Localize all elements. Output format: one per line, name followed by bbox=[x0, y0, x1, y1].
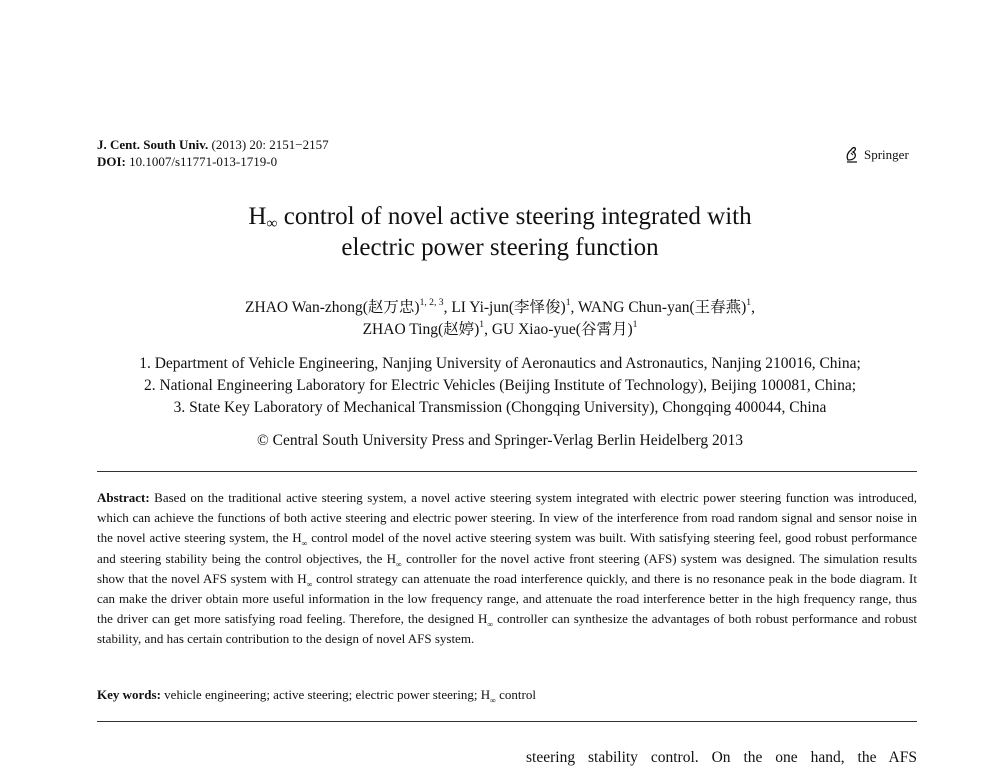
doi-value: 10.1007/s11771-013-1719-0 bbox=[125, 154, 278, 169]
journal-line bbox=[97, 136, 329, 153]
title-line-2: electric power steering function bbox=[341, 234, 659, 261]
doi-label: DOI: bbox=[97, 154, 126, 169]
paper-title bbox=[0, 201, 1000, 263]
springer-horse-icon bbox=[844, 146, 860, 164]
doi-line bbox=[97, 153, 329, 170]
journal-name: J. Cent. South Univ. bbox=[97, 137, 209, 152]
divider-bottom bbox=[97, 721, 917, 722]
springer-name: Springer bbox=[864, 147, 909, 162]
copyright-notice: © Central South University Press and Springer-Verlag Berlin Heidelberg 2013 bbox=[257, 432, 743, 449]
affiliation-2: 2. National Engineering Laboratory for Electric Vehicles (Beijing Institute of Technology), Beijing 100081, China; bbox=[143, 377, 857, 394]
affiliations bbox=[0, 353, 1000, 419]
keywords-label: Key words: bbox=[97, 687, 161, 702]
keywords: Key words: vehicle engineering; active steering; electric power steering; $H_\infty$ control bbox=[97, 687, 536, 705]
journal-info: (2013) 20: 2151−2157 bbox=[208, 137, 329, 152]
author-list bbox=[0, 297, 1000, 341]
springer-logo bbox=[844, 146, 909, 164]
author-line-1: ZHAO Wan-zhong(赵万忠)$^{1, 2, 3}$, LI Yi-jun(李怿俊)$^1$, WANG Chun-yan(王春燕)$^1$, bbox=[245, 297, 755, 316]
title-line-1: $H_\infty$ control of novel active steering integrated with bbox=[248, 203, 752, 232]
abstract-label: Abstract: bbox=[97, 490, 150, 505]
abstract: Abstract: Based on the traditional active steering system, a novel active steering system integrated with electric power steering function was introduced, which can achieve the functions of both active steering and electric power steering. In view of the interference from road random signal and sensor noise in the novel active steering system, the $H_\infty$ control model of the novel active steering system was built. With satisfying steering feel, good robust performance and steering stability being the control objectives, the $H_\infty$ controller for the novel active front steering (AFS) system was designed. The simulation results show that the novel AFS system with $H_\infty$ control strategy can attenuate the road interference quickly, and there is no resonance peak in the bode diagram. It can make the driver obtain more useful information in the low frequency range, and attenuate the road interference better in the high frequency range, thus the driver can get more satisfying road feeling. Therefore, the designed $H_\infty$ controller can synthesize the advantages of both robust performance and robust stability, and has certain contribution to the design of novel AFS system. bbox=[97, 490, 917, 647]
body-text-right-column: steering stability control. On the one hand, the AFS bbox=[526, 749, 917, 766]
affiliation-1: 1. Department of Vehicle Engineering, Nanjing University of Aeronautics and Astronautics, Nanjing 210016, China; bbox=[139, 355, 861, 372]
journal-citation bbox=[97, 136, 329, 170]
affiliation-3: 3. State Key Laboratory of Mechanical Transmission (Chongqing University), Chongqing 400044, China bbox=[173, 399, 827, 416]
author-line-2: ZHAO Ting(赵婷)$^1$, GU Xiao-yue(谷霄月)$^1$ bbox=[362, 319, 638, 338]
divider-top bbox=[97, 471, 917, 472]
